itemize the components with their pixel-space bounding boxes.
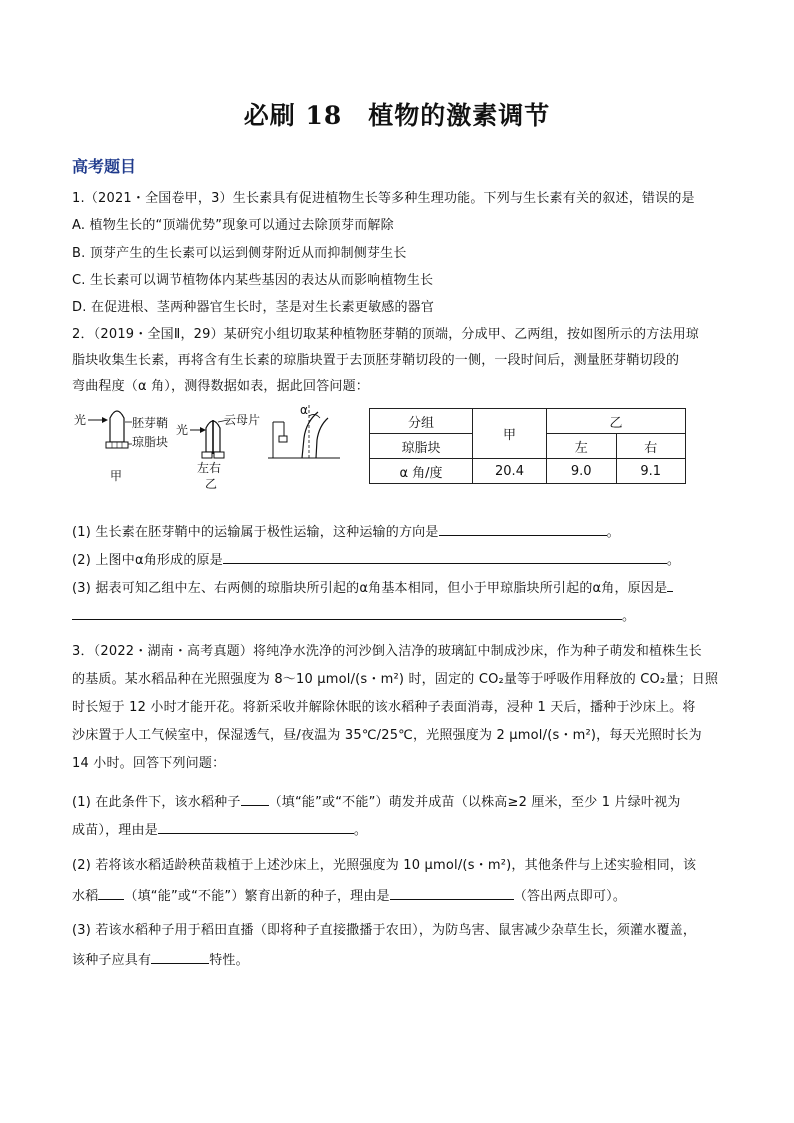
q1-option-d: D. 在促进根、茎两种器官生长时，茎是对生长素更敏感的器官 [72, 300, 435, 315]
table-cell-left: 9.0 [547, 459, 617, 484]
q2-part1: (1) 生长素在胚芽鞘中的运输属于极性运输，这种运输的方向是 。 [72, 522, 620, 542]
table-row-label: α 角/度 [370, 459, 473, 484]
q3-part1-blank1[interactable] [241, 792, 269, 806]
q2-part3-text: (3) 据表可知乙组中左、右两侧的琼脂块所引起的α角基本相同，但小于甲琼脂块所引起的α角，原因是 [72, 581, 668, 596]
data-table [369, 408, 686, 484]
experiment-diagram [72, 384, 352, 490]
q3-stem-line4: 沙床置于人工气候室中，保湿透气，昼/夜温为 35℃/25℃，光照强度为 2 μmol/(s・m²)，每天光照时长为 [72, 728, 702, 743]
q2-part1-blank[interactable] [439, 522, 607, 536]
q3-part1-cont: 成苗），理由是 。 [72, 820, 367, 840]
agar-label: 琼脂块 [132, 435, 169, 449]
q3-part2-blank2[interactable] [390, 886, 514, 900]
q3-part3-cont: 该种子应具有 特性。 [72, 950, 249, 970]
agar-block-left [202, 452, 212, 458]
mica-label: 云母片 [224, 413, 261, 427]
table-cell-right: 9.1 [616, 459, 686, 484]
group-a-label: 甲 [110, 469, 123, 483]
q2-stem-line3: 弯曲程度（α 角），测得数据如表，据此回答问题： [72, 379, 370, 394]
q3-stem-line3: 时长短于 12 小时才能开花。将新采收并解除休眠的该水稻种子表面消毒，浸种 1 天后，播种于沙床上。将 [72, 700, 696, 715]
q2-part2-blank[interactable] [223, 550, 667, 564]
q3-part3-blank[interactable] [151, 950, 209, 964]
q3-part2-blank1[interactable] [98, 886, 124, 900]
q2-part2-text: (2) 上图中α角形成的原是 [72, 553, 223, 568]
page-title: 必刷 18 植物的激素调节 [243, 101, 551, 130]
q2-part3-blank[interactable] [72, 606, 622, 620]
bent-coleoptile-left [302, 412, 318, 458]
q2-part2: (2) 上图中α角形成的原是 。 [72, 550, 680, 570]
light-arrowhead-b [200, 427, 206, 433]
q2-stem-line1: 2．（2019・全国Ⅱ，29）某研究小组切取某种植物胚芽鞘的顶端，分成甲、乙两组，按如图所示的方法用琼 [72, 327, 699, 342]
q1-option-b: B. 顶芽产生的生长素可以运到侧芽附近从而抑制侧芽生长 [72, 246, 407, 261]
q2-part3 [72, 578, 673, 598]
table-header-right: 右 [616, 434, 686, 459]
q3-part1: (1) 在此条件下，该水稻种子 （填“能”或“不能”）萌发并成苗（以株高≥2 厘米，至少 1 片绿叶视为 [72, 792, 681, 812]
table-cell-jia: 20.4 [473, 459, 547, 484]
q3-part3: (3) 若该水稻种子用于稻田直播（即将种子直接撒播于农田），为防鸟害、鼠害减少杂草生长，须灌水覆盖， [72, 923, 697, 938]
table-header-agar: 琼脂块 [370, 434, 473, 459]
q2-stem-line2: 脂块收集生长素，再将含有生长素的琼脂块置于去顶胚芽鞘切段的一侧，一段时间后，测量胚芽鞘切段的 [72, 353, 680, 368]
q3-stem-line5: 14 小时。回答下列问题： [72, 756, 226, 771]
q1-option-c: C. 生长素可以调节植物体内某些基因的表达从而影响植物生长 [72, 273, 434, 288]
light-label-a: 光 [74, 413, 87, 427]
q3-stem-line2: 的基质。某水稻品种在光照强度为 8～10 μmol/(s・m²) 时，固定的 CO₂量等于呼吸作用释放的 CO₂量；日照 [72, 672, 719, 687]
q2-part3-answer: 。 [72, 606, 635, 626]
table-header-group: 分组 [370, 409, 473, 434]
section-heading: 高考题目 [72, 157, 137, 176]
coleoptile-label: 胚芽鞘 [132, 416, 169, 430]
left-right-label: 左右 [197, 461, 222, 475]
light-arrowhead-a [102, 417, 108, 423]
q2-part1-text: (1) 生长素在胚芽鞘中的运输属于极性运输，这种运输的方向是 [72, 525, 439, 540]
group-b-label: 乙 [205, 477, 218, 490]
q3-part2-cont: 水稻 （填“能”或“不能”）繁育出新的种子，理由是 （答出两点即可）。 [72, 886, 626, 906]
agar-on-stem [279, 436, 287, 442]
table-header-jia: 甲 [473, 409, 547, 459]
q3-part1-blank2[interactable] [158, 820, 354, 834]
light-label-b: 光 [176, 423, 189, 437]
q3-stem-line1: 3．（2022・湖南・高考真题）将纯净水洗净的河沙倒入洁净的玻璃缸中制成沙床，作为种子萌发和植株生长 [72, 644, 702, 659]
alpha-label: α [300, 403, 308, 417]
agar-block-right [214, 452, 224, 458]
bent-coleoptile-right [316, 418, 328, 458]
q1-option-a: A. 植物生长的“顶端优势”现象可以通过去除顶芽而解除 [72, 218, 394, 233]
table-header-left: 左 [547, 434, 617, 459]
q3-part2: (2) 若将该水稻适龄秧苗栽植于上述沙床上，光照强度为 10 μmol/(s・m²)，其他条件与上述实验相同，该 [72, 858, 697, 873]
coleoptile-tip-a [110, 411, 124, 442]
q1-stem: 1.（2021・全国卷甲，3）生长素具有促进植物生长等多种生理功能。下列与生长素有关的叙述，错误的是 [72, 191, 695, 206]
table-header-yi: 乙 [547, 409, 686, 434]
